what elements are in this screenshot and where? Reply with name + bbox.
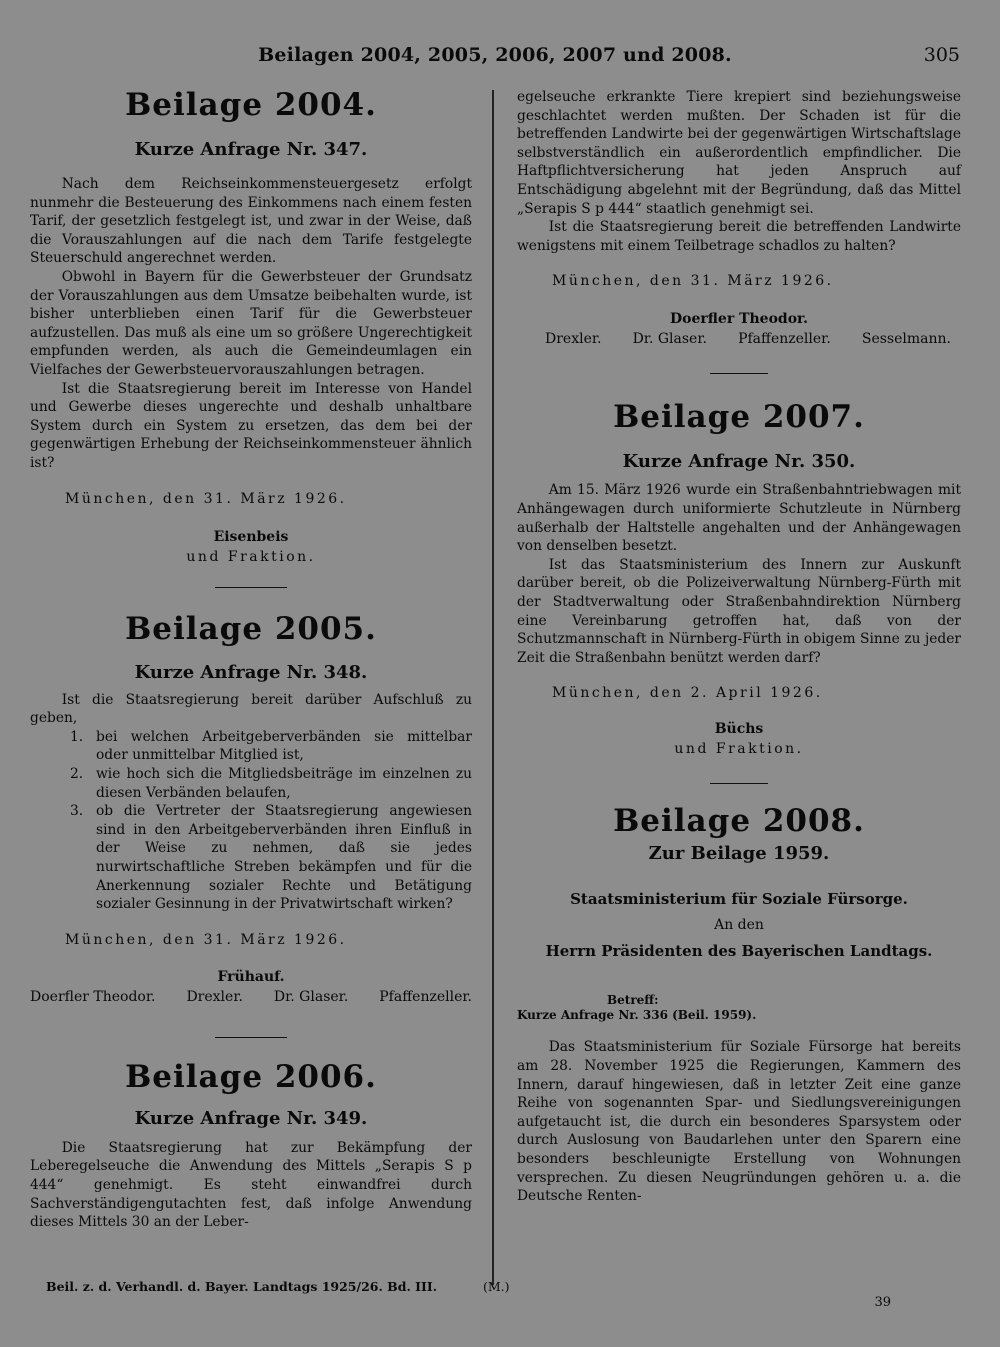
section-separator bbox=[710, 783, 768, 784]
beilage-2005-signer: Frühauf. bbox=[217, 968, 285, 985]
beilage-2006-continued bbox=[517, 88, 961, 374]
addressee: Herrn Präsidenten des Bayerischen Landtags. bbox=[545, 942, 933, 961]
right-column bbox=[517, 88, 961, 1206]
running-head bbox=[30, 44, 960, 72]
beilage-2006-subtitle: Kurze Anfrage Nr. 349. bbox=[134, 1108, 368, 1130]
beilage-2005-intro: Ist die Staatsregierung bereit darüber Aufschluß zu geben, bbox=[30, 691, 472, 727]
beilage-2005-title: Beilage 2005. bbox=[125, 610, 377, 647]
betreff-text: Kurze Anfrage Nr. 336 (Beil. 1959). bbox=[517, 1008, 757, 1023]
beilage-2004-signer: Eisenbeis bbox=[213, 528, 289, 545]
column-divider bbox=[492, 90, 494, 1285]
beilage-2008 bbox=[517, 804, 961, 1205]
beilage-2007 bbox=[517, 400, 961, 784]
beilage-2005-subtitle: Kurze Anfrage Nr. 348. bbox=[134, 662, 368, 684]
beilage-2006-paragraph: Ist die Staatsregierung bereit die betreffenden Landwirte wenigstens mit einem Teilbetrage schadlos zu halten? bbox=[517, 219, 961, 254]
cosigner-name: Drexler. bbox=[186, 988, 243, 1005]
footer-signature-number: 39 bbox=[874, 1295, 891, 1310]
beilage-2004 bbox=[30, 88, 472, 588]
beilage-2008-paragraph: Das Staatsministerium für Soziale Fürsorge hat bereits am 28. November 1925 die Regierungen, Kammern des Innern, darauf hingewiesen, daß in letzter Zeit eine ganze Reihe von sogenannten Spar- und Siedlungsvereinigungen aufgetaucht ist, die durch ein besonderes Sparsystem oder durch Auslosung von Baudarlehen unter den Sparern eine besonders beschleunigte Erstellung von Wohnungen versprechen. Zu diesen Neugründungen gehören u. a. die Deutsche Renten- bbox=[517, 1039, 961, 1205]
cosigner-name: Doerfler Theodor. bbox=[30, 988, 156, 1005]
page-footer bbox=[46, 1279, 962, 1315]
footer-printer-mark: (M.) bbox=[483, 1279, 510, 1294]
beilage-2007-title: Beilage 2007. bbox=[613, 399, 865, 436]
ministry-heading: Staatsministerium für Soziale Fürsorge. bbox=[570, 890, 908, 909]
question-item: 2. wie hoch sich die Mitgliedsbeiträge im einzelnen zu diesen Verbänden belaufen, bbox=[70, 765, 472, 801]
beilage-2004-title: Beilage 2004. bbox=[125, 87, 377, 123]
beilage-2005-cosigners bbox=[30, 987, 472, 1007]
beilage-2005 bbox=[30, 612, 472, 1038]
beilage-2006-paragraph: Die Staatsregierung hat zur Bekämpfung der Leberegelseuche die Anwendung des Mittels „Serapis S p 444“ genehmigt. Es steht einwandfrei durch Sachverständigengutachten fest, daß infolge Anwendung dieses Mittels 30 an der Leber- bbox=[30, 1139, 472, 1231]
cosigner-name: Pfaffenzeller. bbox=[379, 988, 472, 1005]
beilage-2006-place-date: München, den 31. März 1926. bbox=[552, 273, 834, 290]
beilage-2005-place-date: München, den 31. März 1926. bbox=[65, 931, 347, 948]
beilage-2006-signer: Doerfler Theodor. bbox=[669, 311, 809, 328]
beilage-2006-cosigners bbox=[517, 329, 961, 349]
cosigner-name: Pfaffenzeller. bbox=[738, 331, 831, 348]
cosigner-name: Dr. Glaser. bbox=[273, 988, 349, 1005]
cosigner-name: Sesselmann. bbox=[861, 331, 951, 348]
beilage-2007-paragraph: Ist das Staatsministerium des Innern zur Auskunft darüber bereit, ob die Polizeiverwaltung Nürnberg-Fürth mit der Stadtverwaltung oder Straßenbahndirektion Nürnberg eine Vereinbarung getroffen hat, daß von der Schutzmannschaft in Nürnberg-Fürth in obigem Sinne zu jeder Zeit die Straßenbahn benützt werden darf? bbox=[517, 556, 961, 666]
page-number: 305 bbox=[923, 44, 960, 66]
beilage-2004-place-date: München, den 31. März 1926. bbox=[65, 490, 347, 507]
beilage-2004-paragraph: Nach dem Reichseinkommensteuergesetz erfolgt nunmehr die Besteuerung des Einkommens nach einem festen Tarif, der gesetzlich festgelegt ist, und zwar in der Weise, daß die Vorauszahlungen auf die nach dem Tarife festgelegte Steuerschuld angerechnet werden. bbox=[30, 176, 472, 267]
question-list bbox=[30, 728, 472, 914]
betreff-label: Betreff: bbox=[607, 993, 659, 1008]
beilage-2007-signer: Büchs bbox=[714, 721, 764, 738]
cosigner-name: Dr. Glaser. bbox=[632, 331, 707, 348]
left-column bbox=[30, 88, 472, 1232]
section-separator bbox=[215, 1037, 287, 1038]
beilage-2006 bbox=[30, 1060, 472, 1232]
beilage-2006-title: Beilage 2006. bbox=[125, 1058, 377, 1095]
beilage-2004-subtitle: Kurze Anfrage Nr. 347. bbox=[134, 138, 368, 160]
running-head-title: Beilagen 2004, 2005, 2006, 2007 und 2008. bbox=[258, 44, 732, 66]
question-item: 1. bei welchen Arbeitgeberverbänden sie mittelbar oder unmittelbar Mitglied ist, bbox=[70, 728, 472, 764]
beilage-2006-paragraph: egelseuche erkrankte Tiere krepiert sind beziehungsweise geschlachtet werden mußten. Der Schaden ist für die betreffenden Landwirte bei der gegenwärtigen Wirtschaftslage selbstverständlich ein außerordentlich empfindlicher. Die Haftpflichtversicherung hat jeden Anspruch auf Entschädigung abgelehnt mit der Begründung, daß das Mittel „Serapis S p 444“ staatlich genehmigt sei. bbox=[517, 89, 961, 217]
beilage-2008-title: Beilage 2008. bbox=[613, 803, 865, 840]
beilage-2004-group: und Fraktion. bbox=[186, 548, 316, 565]
section-separator bbox=[215, 587, 287, 588]
beilage-2007-paragraph: Am 15. März 1926 wurde ein Straßenbahntriebwagen mit Anhängewagen durch uniformierte Schutzleute in Nürnberg außerhalb der Haltstelle angehalten und der Anhängewagen von denselben besetzt. bbox=[517, 482, 961, 555]
beilage-2008-subtitle: Zur Beilage 1959. bbox=[648, 842, 830, 864]
address-an-den: An den bbox=[714, 917, 764, 934]
beilage-2004-paragraph: Ist die Staatsregierung bereit im Interesse von Handel und Gewerbe dieses ungerechte und deshalb unhaltbare System durch ein System zu ersetzen, das dem bei der gegenwärtigen Erhebung der Reichseinkommensteuer ähnlich ist? bbox=[30, 380, 472, 471]
beilage-2007-group: und Fraktion. bbox=[674, 741, 804, 758]
beilage-2007-place-date: München, den 2. April 1926. bbox=[552, 685, 823, 702]
section-separator bbox=[710, 373, 768, 374]
beilage-2007-subtitle: Kurze Anfrage Nr. 350. bbox=[622, 450, 856, 472]
beilage-2004-paragraph: Obwohl in Bayern für die Gewerbsteuer der Grundsatz der Vorauszahlungen aus dem Umsatze beibehalten wurde, ist bisher unterblieben einen Tarif für die Gewerbsteuer aufzustellen. Das muß als eine um so größere Ungerechtigkeit empfunden werden, als auch die Gemeindeumlagen ein Vielfaches der Gewerbsteuervorauszahlungen betragen. bbox=[30, 269, 472, 378]
cosigner-name: Drexler. bbox=[545, 331, 602, 348]
question-item: 3. ob die Vertreter der Staatsregierung angewiesen sind in den Arbeitgeberverbänden ihren Einfluß in der Weise zu nehmen, daß sie jedes nurwirtschaftliche Streben bekämpfen und für die Anerkennung sozialer Rechte und Betätigung sozialer Gesinnung in der Privatwirtschaft wirken? bbox=[70, 803, 472, 913]
footer-publication: Beil. z. d. Verhandl. d. Bayer. Landtags 1925/26. Bd. III. bbox=[46, 1279, 438, 1294]
